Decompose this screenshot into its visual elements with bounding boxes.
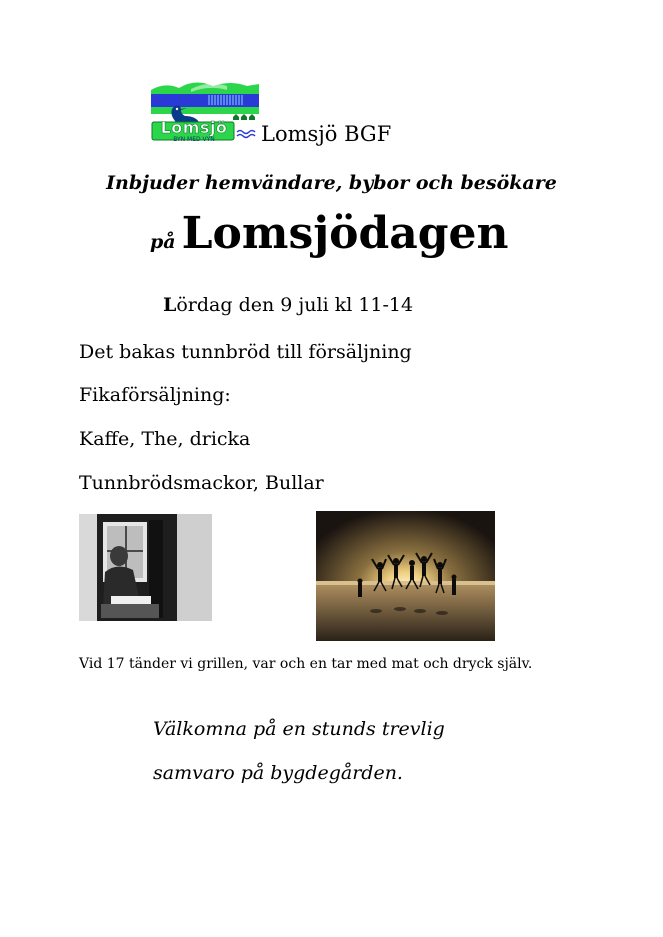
event-headline xyxy=(150,208,509,259)
baking-photo xyxy=(79,514,212,621)
info-line-fika: Fikaförsäljning: xyxy=(79,384,231,406)
info-line-drinks: Kaffe, The, dricka xyxy=(79,428,251,450)
event-title: Lomsjödagen xyxy=(181,208,509,259)
organization-name: Lomsjö BGF xyxy=(261,122,392,146)
welcome-line-2: samvaro på bygdegården. xyxy=(153,762,403,784)
grill-note: Vid 17 tänder vi grillen, var och en tar med mat och dryck själv. xyxy=(79,656,533,672)
logo-wordmark: Lomsjö xyxy=(160,118,228,137)
info-line-snacks: Tunnbrödsmackor, Bullar xyxy=(79,472,324,494)
sunset-jump-photo xyxy=(316,511,495,641)
welcome-line-1: Välkomna på en stunds trevlig xyxy=(153,718,445,740)
logo-tagline: BYN MED VYN xyxy=(173,136,215,143)
date-initial: L xyxy=(163,294,177,316)
headline-prefix: på xyxy=(150,231,176,253)
info-line-tunnbrod: Det bakas tunnbröd till försäljning xyxy=(79,341,412,363)
event-date xyxy=(163,294,413,316)
invitation-line: Inbjuder hemvändare, bybor och besökare xyxy=(106,172,557,194)
date-text: ördag den 9 juli kl 11-14 xyxy=(176,294,414,316)
